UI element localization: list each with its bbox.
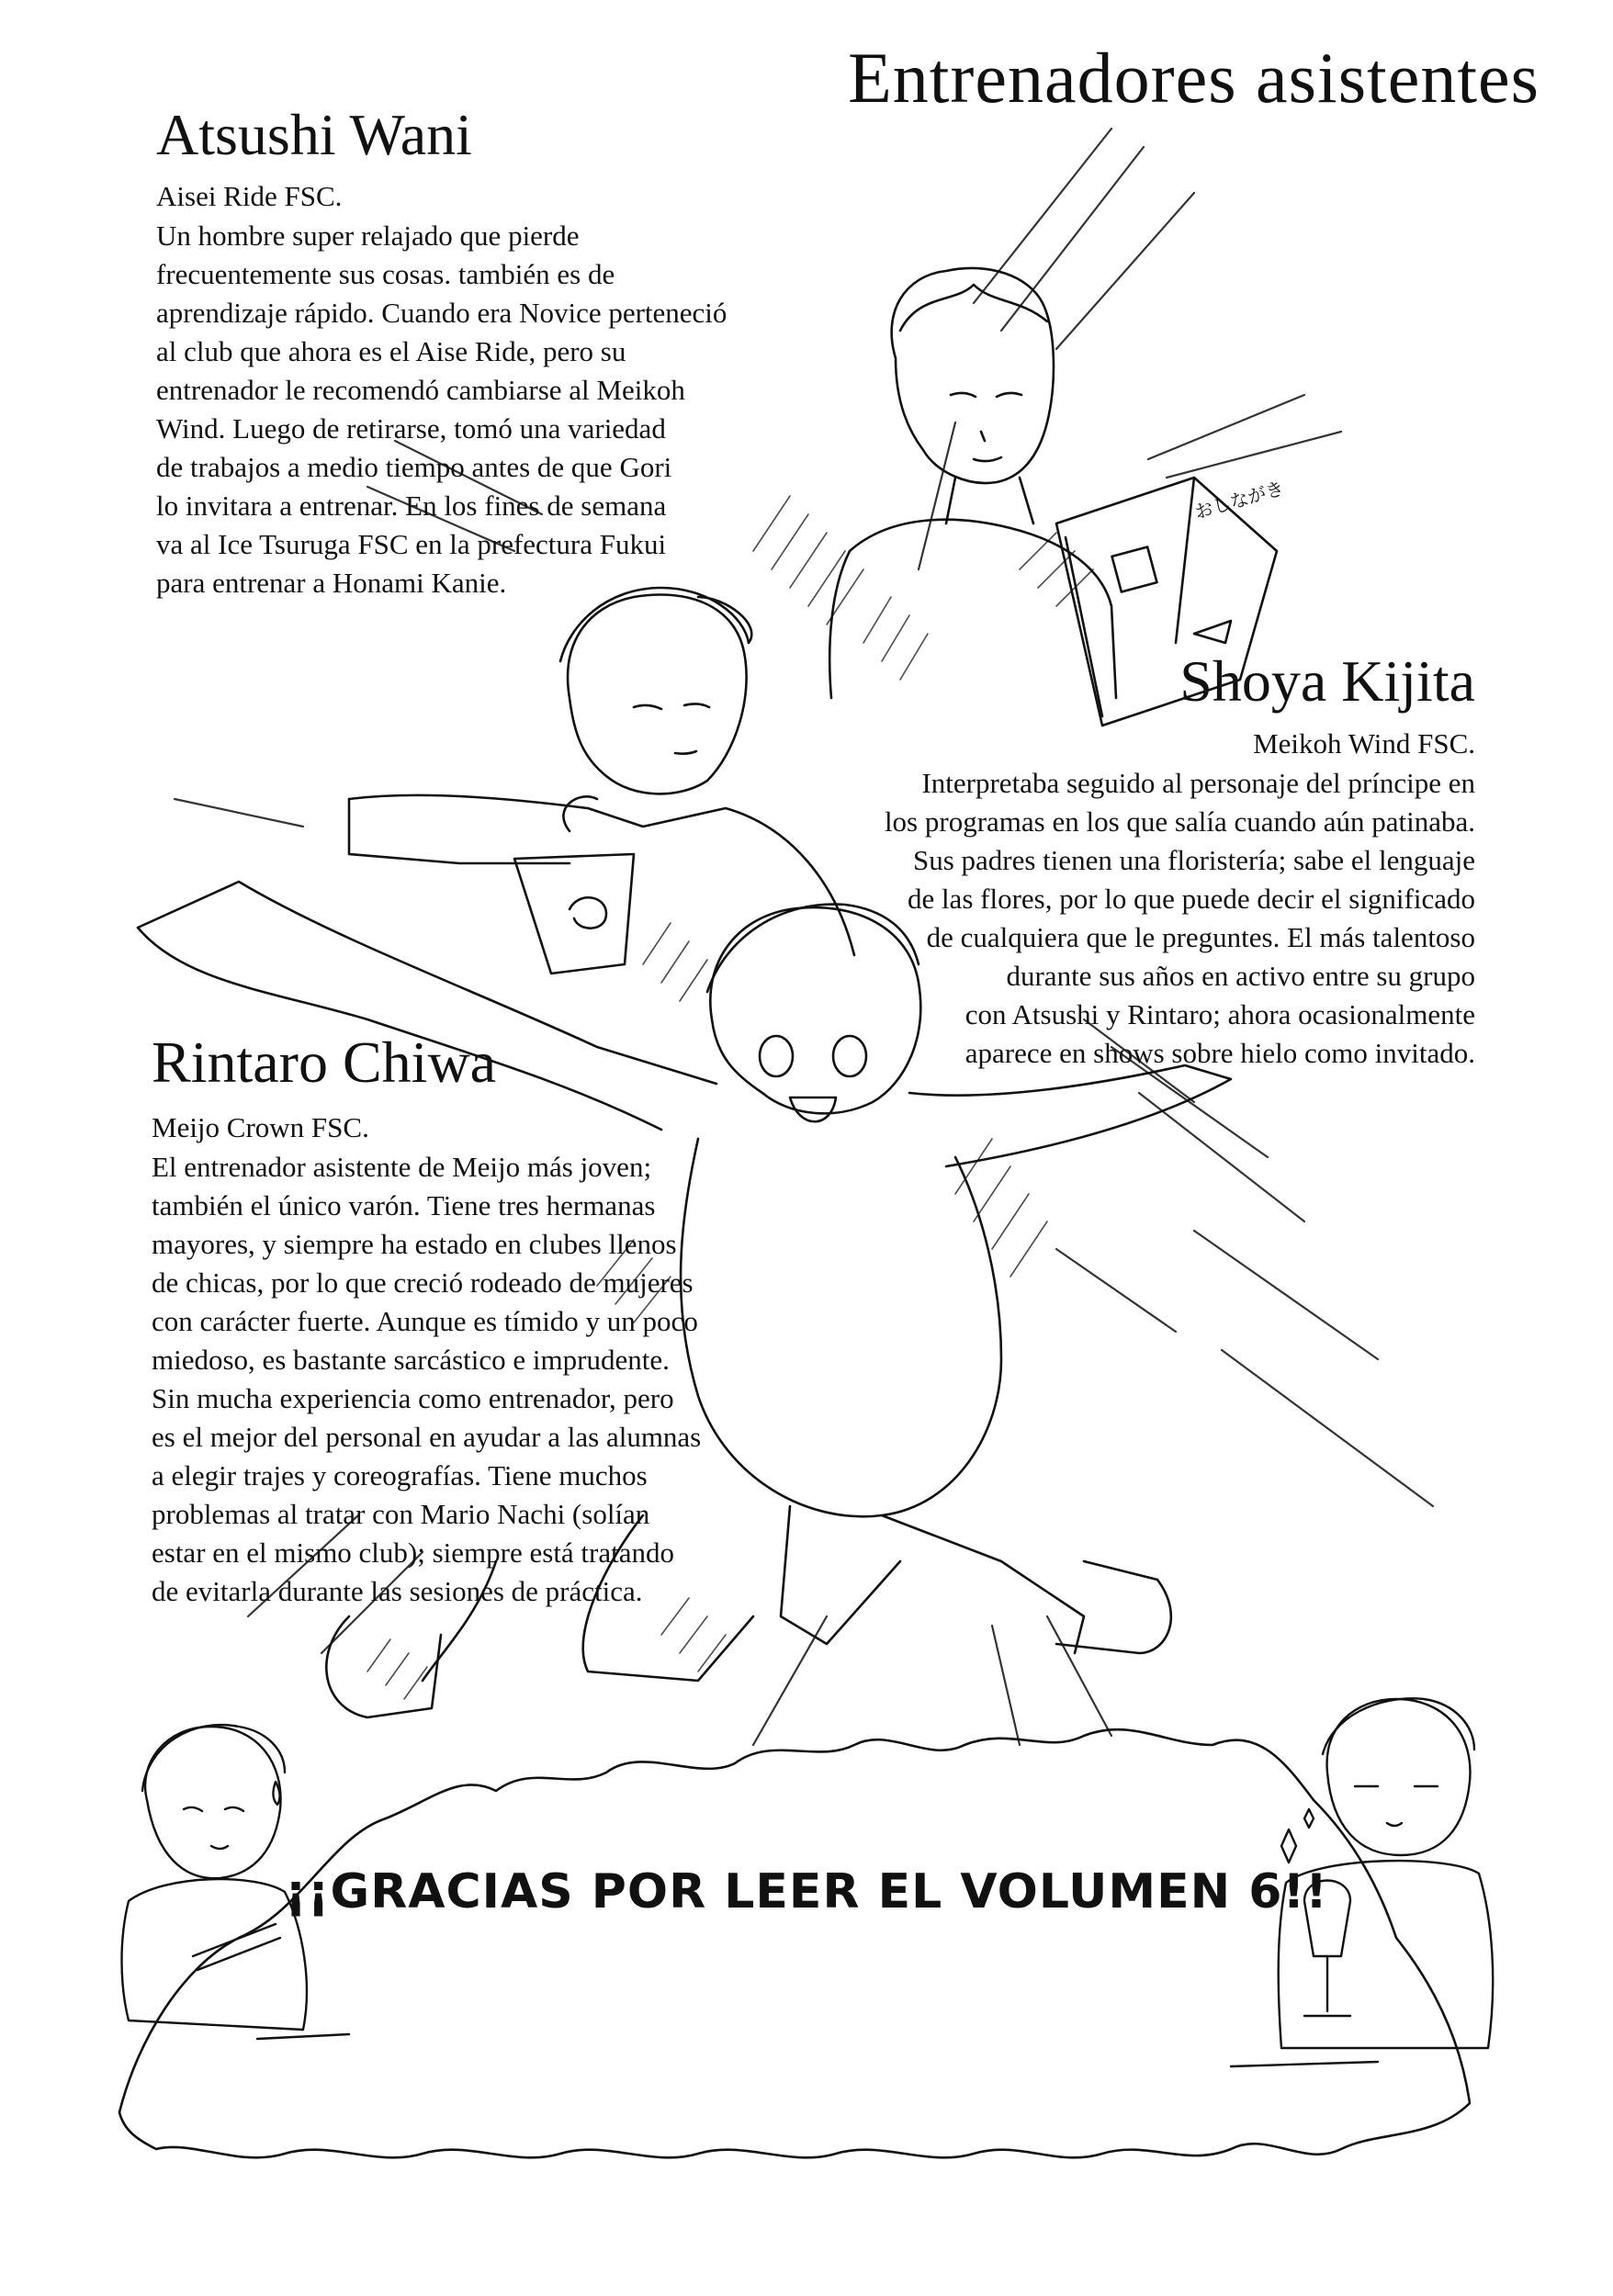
bio-line: al club que ahora es el Aise Ride, pero su	[156, 335, 626, 367]
bio-line: estar en el mismo club); siempre está tratando	[152, 1536, 675, 1569]
bio-line: los programas en los que salía cuando aún patinaba.	[884, 805, 1475, 838]
bio-line: es el mejor del personal en ayudar a las alumnas	[152, 1421, 702, 1453]
coach-bio-rintaro-chiwa	[152, 1148, 701, 1611]
coach-bio-atsushi-wani	[156, 217, 727, 602]
bio-line: problemas al tratar con Mario Nachi (solían	[152, 1498, 650, 1530]
coach-bio-shoya-kijita	[885, 764, 1475, 1073]
bio-line: a elegir trajes y coreografías. Tiene muchos	[152, 1459, 648, 1491]
thanks-cloud-frame	[119, 1729, 1470, 2157]
menu-lettering: おしながき	[1191, 477, 1287, 523]
bio-line: Sus padres tienen una floristería; sabe el lenguaje	[912, 844, 1475, 876]
bio-line: de las flores, por lo que puede decir el significado	[907, 883, 1475, 915]
bio-line: durante sus años en activo entre su grupo	[1006, 960, 1475, 992]
bio-line: de chicas, por lo que creció rodeado de mujeres	[152, 1266, 694, 1299]
bio-line: Interpretaba seguido al personaje del príncipe en	[921, 767, 1475, 799]
coach-name-atsushi-wani: Atsushi Wani	[156, 102, 472, 167]
coach-name-rintaro-chiwa: Rintaro Chiwa	[152, 1030, 497, 1095]
bio-line: El entrenador asistente de Meijo más joven;	[152, 1151, 652, 1183]
bio-line: de cualquiera que le preguntes. El más talentoso	[926, 921, 1475, 953]
bio-line: Un hombre super relajado que pierde	[156, 219, 580, 252]
thanks-banner-text: ¡¡GRACIAS POR LEER EL VOLUMEN 6!!	[285, 1864, 1328, 1919]
bio-line: frecuentemente sus cosas. también es de	[156, 258, 615, 290]
bio-line: miedoso, es bastante sarcástico e imprudente.	[152, 1344, 670, 1376]
bio-line: aparece en shows sobre hielo como invitado.	[964, 1037, 1475, 1069]
bio-line: Wind. Luego de retirarse, tomó una variedad	[156, 412, 666, 445]
bio-line: de trabajos a medio tiempo antes de que Gori	[156, 451, 672, 483]
bio-line: lo invitara a entrenar. En los fines de semana	[156, 490, 667, 522]
bio-line: Sin mucha experiencia como entrenador, pero	[152, 1382, 674, 1414]
bio-line: entrenador le recomendó cambiarse al Meikoh	[156, 374, 685, 406]
bio-line: va al Ice Tsuruga FSC en la prefectura Fukui	[156, 528, 667, 560]
coach-name-shoya-kijita: Shoya Kijita	[1179, 648, 1475, 714]
bio-line: con Atsushi y Rintaro; ahora ocasionalmente	[964, 998, 1475, 1030]
bio-line: de evitarla durante las sesiones de práctica.	[152, 1575, 643, 1607]
coach-club-atsushi-wani: Aisei Ride FSC.	[156, 180, 343, 212]
bio-line: con carácter fuerte. Aunque es tímido y un poco	[152, 1305, 698, 1337]
bio-line: mayores, y siempre ha estado en clubes llenos	[152, 1228, 677, 1260]
coach-club-rintaro-chiwa: Meijo Crown FSC.	[152, 1111, 369, 1143]
page-title: Entrenadores asistentes	[848, 38, 1540, 118]
bio-line: para entrenar a Honami Kanie.	[156, 567, 507, 599]
coach-club-shoya-kijita: Meikoh Wind FSC.	[1253, 727, 1475, 760]
bio-line: también el único varón. Tiene tres hermanas	[152, 1189, 656, 1221]
bio-line: aprendizaje rápido. Cuando era Novice perteneció	[156, 297, 728, 329]
